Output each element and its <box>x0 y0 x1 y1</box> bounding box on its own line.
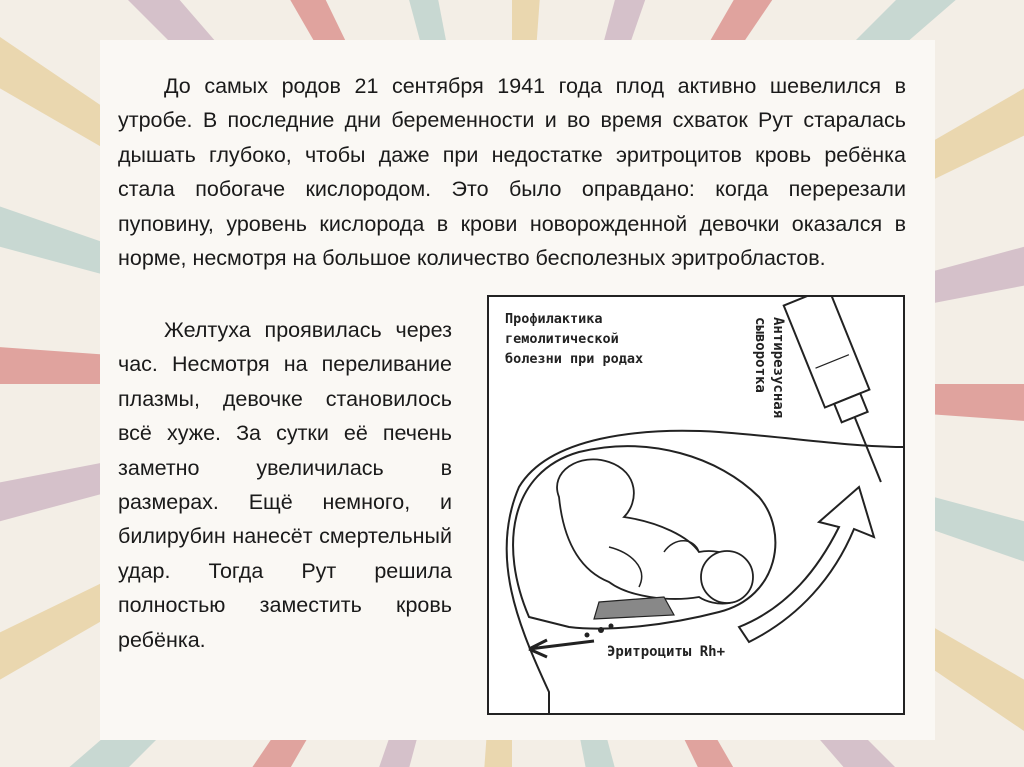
figure-title-line: болезни при родах <box>505 351 644 367</box>
rbc-dot <box>609 624 614 629</box>
figure-title-line: Профилактика <box>505 311 603 327</box>
figure-title <box>505 309 695 369</box>
illustration-figure <box>487 295 905 715</box>
rbc-label: Эритроциты Rh+ <box>607 644 726 660</box>
paragraph-2: Желтуха проявилась через час. Несмотря на переливание плазмы, девочке становилось всё хуже. За сутки её печень заметно увеличилась в размерах. Ещё немного, и билирубин нанесёт смертельный удар. Тогда Рут решила полностью заместить кровь ребёнка. <box>118 318 452 652</box>
serum-label-text <box>751 317 787 457</box>
fetus-head <box>701 551 753 603</box>
rbc-dot <box>598 627 604 633</box>
paragraph-1: До самых родов 21 сентября 1941 года плод активно шевелился в утробе. В последние дни беременности и во время схваток Рут старалась дышать глубоко, чтобы даже при недостатке эритроцитов кровь ребёнка стала побогаче кислородом. Это было оправдано: когда перерезали пуповину, уровень кислорода в крови новорожденной девочки оказался в норме, несмотря на большое количество бесполезных эритробластов. <box>118 74 906 271</box>
serum-label-line: сыворотка <box>752 317 768 393</box>
serum-label-line: Антирезусная <box>770 317 786 419</box>
serum-label <box>747 317 787 457</box>
figure-title-line: гемолитической <box>505 331 619 347</box>
rbc-dot <box>585 633 590 638</box>
